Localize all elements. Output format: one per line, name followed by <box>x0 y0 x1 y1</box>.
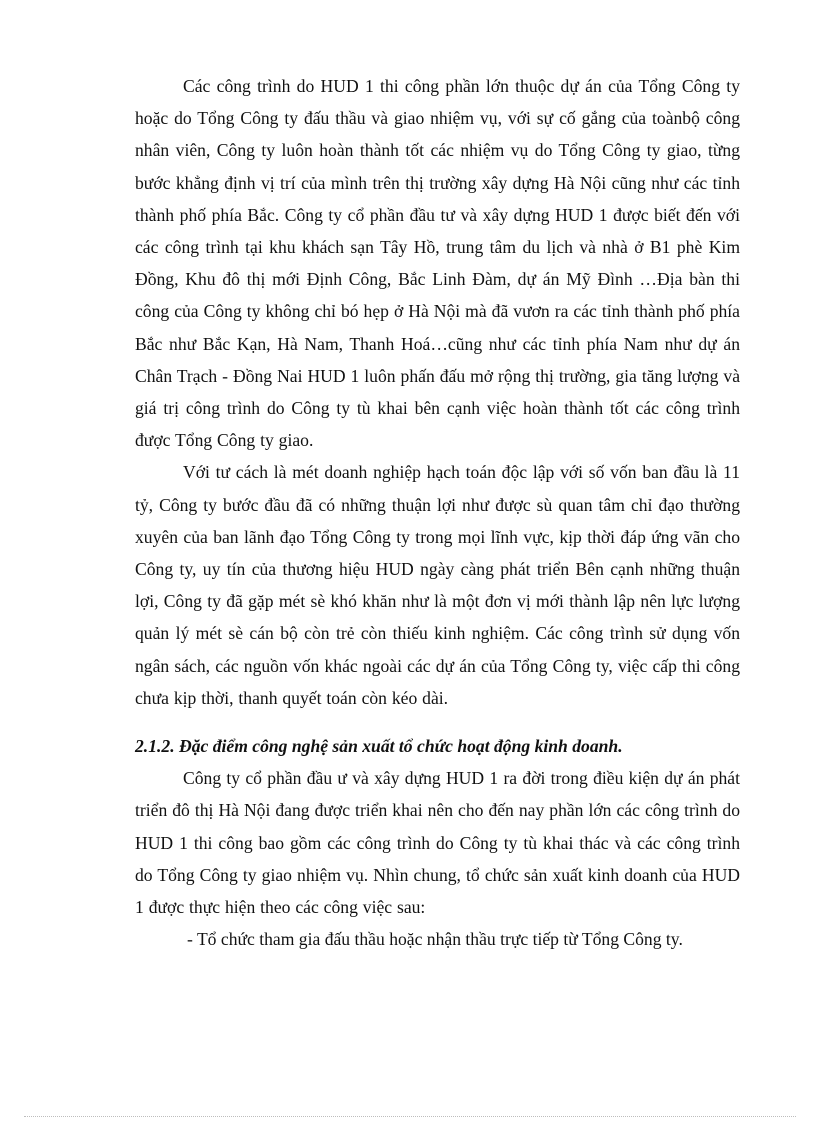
paragraph-2: Với tư cách là mét doanh nghiệp hạch toán độc lập với số vốn ban đầu là 11 tỷ, Công ty bước đầu đã có những thuận lợi như được sù quan tâm chỉ đạo thường xuyên của ban lãnh đạo Tổng Công ty trong mọi lĩnh vực, kịp thời đáp ứng vãn cho Công ty, uy tín của thương hiệu HUD ngày càng phát triển Bên cạnh những thuận lợi, Công ty đã gặp mét sè khó khăn như là một đơn vị mới thành lập nên lực lượng quản lý mét sè cán bộ còn trẻ còn thiếu kinh nghiệm. Các công trình sử dụng vốn ngân sách, các nguồn vốn khác ngoài các dự án của Tổng Công ty, việc cấp thi công chưa kịp thời, thanh quyết toán còn kéo dài. <box>135 462 740 708</box>
document-page <box>135 70 740 955</box>
bullet-item: - Tổ chức tham gia đấu thầu hoặc nhận thầu trực tiếp từ Tổng Công ty. <box>187 929 683 950</box>
page-bottom-dotted-rule <box>24 1116 796 1117</box>
paragraph-1: Các công trình do HUD 1 thi công phần lớn thuộc dự án của Tổng Công ty hoặc do Tổng Công ty đấu thầu và giao nhiệm vụ, với sự cố gắng của toànbộ công nhân viên, Công ty luôn hoàn thành tốt các nhiệm vụ do Tổng Công ty giao, từng bước khẳng định vị trí của mình trên thị trường xây dựng Hà Nội cũng như các tỉnh thành phố phía Bắc. Công ty cổ phần đầu tư và xây dựng HUD 1 được biết đến với các công trình tại khu khách sạn Tây Hồ, trung tâm du lịch và nhà ở B1 phè Kim Đồng, Khu đô thị mới Định Công, Bắc Linh Đàm, dự án Mỹ Đình …Địa bàn thi công của Công ty không chỉ bó hẹp ở Hà Nội mà đã vươn ra các tỉnh thành phố phía Bắc như Bắc Kạn, Hà Nam, Thanh Hoá…cũng như các tỉnh phía Nam như dự án Chân Trạch - Đồng Nai HUD 1 luôn phấn đấu mở rộng thị trường, gia tăng lượng và giá trị công trình do Công ty tù khai bên cạnh việc hoàn thành tốt các công trình được Tổng Công ty giao. <box>135 76 740 451</box>
section-heading: 2.1.2. Đặc điểm công nghệ sản xuất tổ chức hoạt động kinh doanh. <box>135 736 623 757</box>
paragraph-3: Công ty cổ phần đầu ư và xây dựng HUD 1 ra đời trong điều kiện dự án phát triển đô thị Hà Nội đang được triển khai nên cho đến nay phần lớn các công trình do HUD 1 thi công bao gồm các công trình do Công ty tù khai thác và các công trình do Tổng Công ty giao nhiệm vụ. Nhìn chung, tổ chức sản xuất kinh doanh của HUD 1 được thực hiện theo các công việc sau: <box>135 768 740 918</box>
